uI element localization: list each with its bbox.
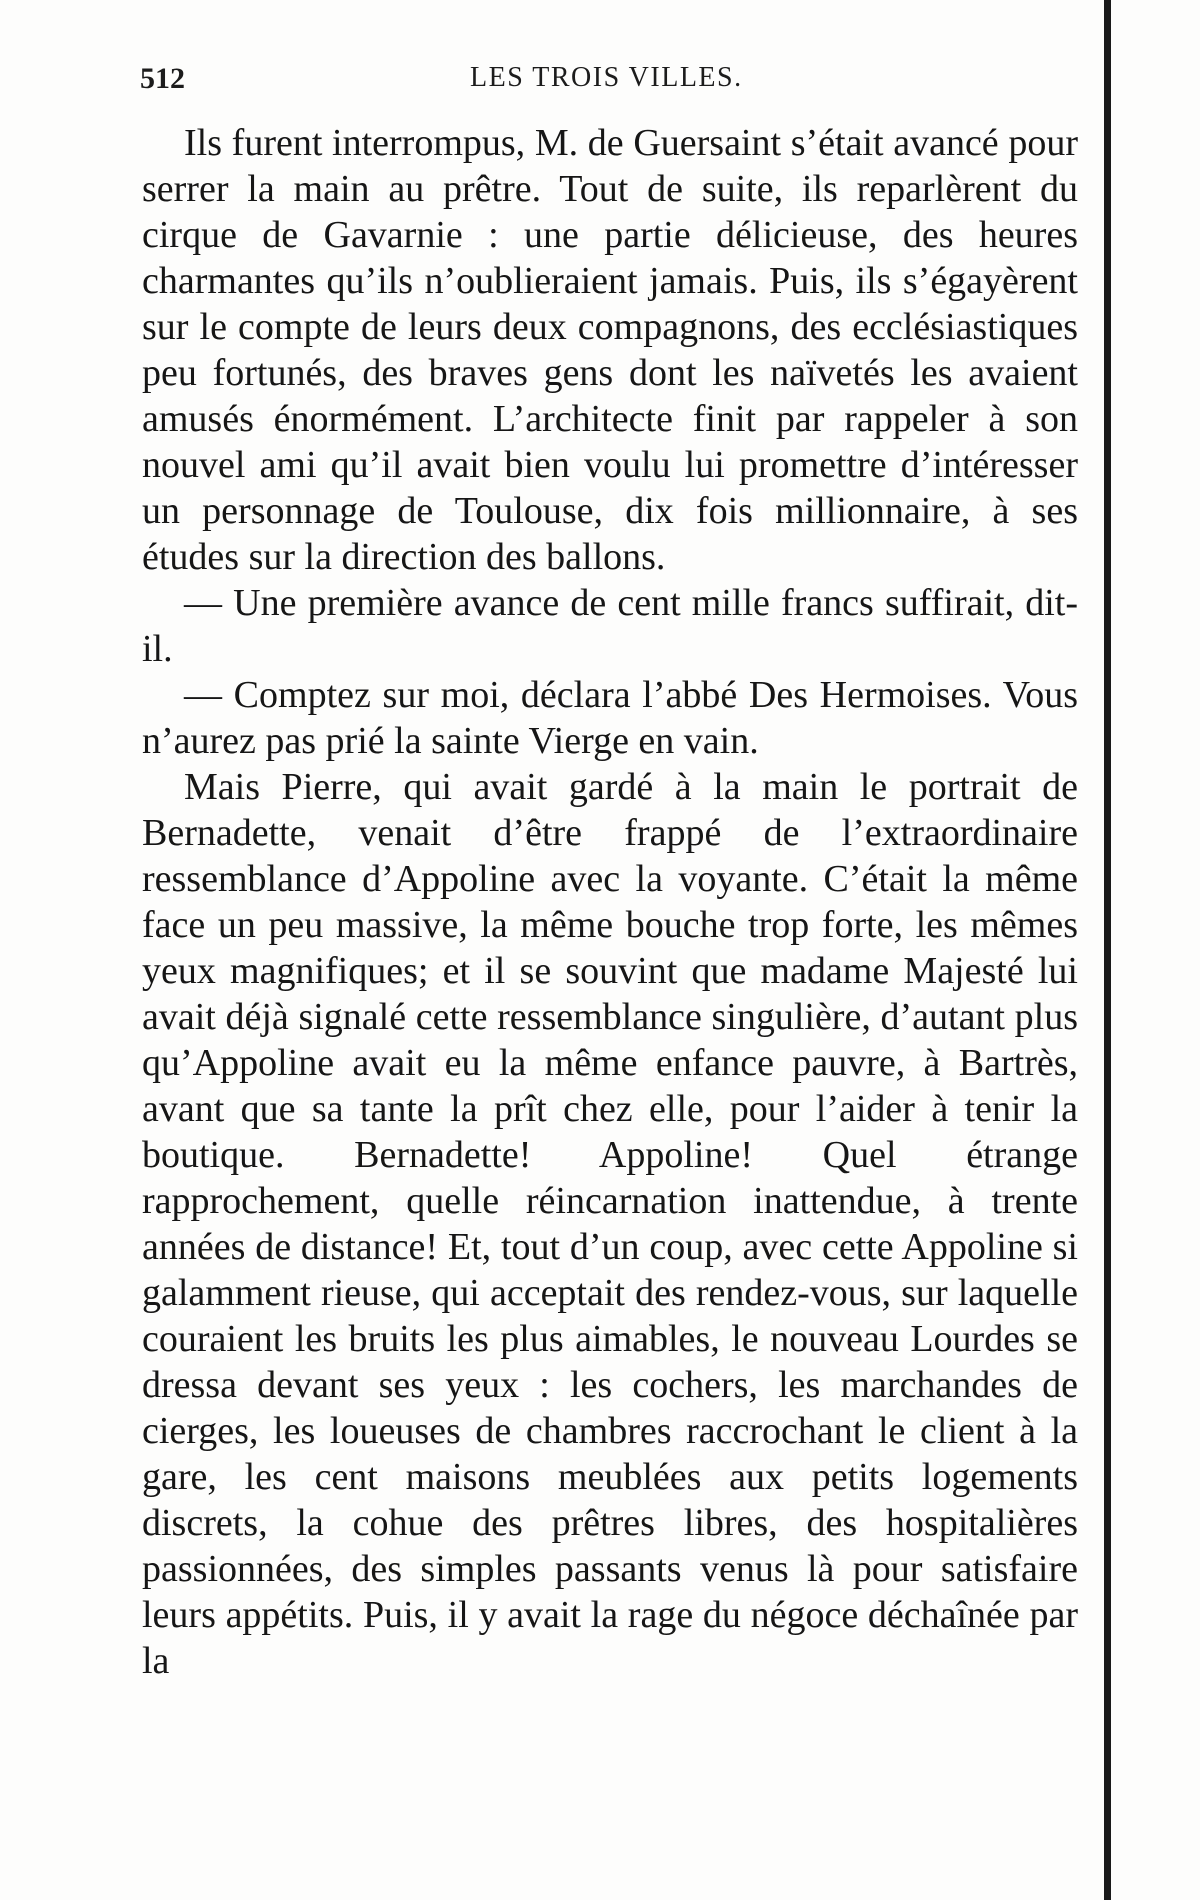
paragraph-4: Mais Pierre, qui avait gardé à la main le portrait de Bernadette, venait d’être frappé de l’extraordinaire ressemblance d’Appoline avec la voyante. C’était la même face un peu massive, la même bouche trop forte, les mêmes yeux magnifiques; et il se souvint que madame Majesté lui avait déjà signalé cette ressemblance singulière, d’autant plus qu’Appoline avait eu la même enfance pauvre, à Bartrès, avant que sa tante la prît chez elle, pour l’aider à tenir la boutique. Bernadette! Appoline! Quel étrange rapprochement, quelle réincarnation inattendue, à trente années de distance! Et, tout d’un coup, avec cette Appoline si galamment rieuse, qui acceptait des rendez-vous, sur laquelle couraient les bruits les plus aimables, le nouveau Lourdes se dressa devant ses yeux : les cochers, les marchandes de cierges, les loueuses de chambres raccrochant le client à la gare, les cent maisons meublées aux petits logements discrets, la cohue des prêtres libres, des hospitalières passionnées, des simples passants venus là pour satisfaire leurs appétits. Puis, il y avait la rage du négoce déchaînée par la	[142, 766, 1078, 1682]
book-title: LES TROIS VILLES.	[470, 62, 743, 93]
page-number: 512	[140, 62, 185, 95]
paragraph-2: — Une première avance de cent mille francs suffirait, dit-il.	[142, 582, 1078, 670]
paragraph-3: — Comptez sur moi, déclara l’abbé Des Hermoises. Vous n’aurez pas prié la sainte Vierge en vain.	[142, 674, 1078, 762]
paragraph-1: Ils furent interrompus, M. de Guersaint s’était avancé pour serrer la main au prêtre. Tout de suite, ils reparlèrent du cirque de Gavarnie : une partie délicieuse, des heures charmantes qu’ils n’oublieraient jamais. Puis, ils s’égayèrent sur le compte de leurs deux compagnons, des ecclésiastiques peu fortunés, des braves gens dont les naïvetés les avaient amusés énormément. L’architecte finit par rappeler à son nouvel ami qu’il avait bien voulu lui promettre d’intéresser un personnage de Toulouse, dix fois millionnaire, à ses études sur la direction des ballons.	[142, 122, 1078, 578]
scan-edge-line	[1104, 0, 1111, 1900]
running-head	[140, 62, 1080, 102]
body-text	[142, 120, 1078, 1684]
